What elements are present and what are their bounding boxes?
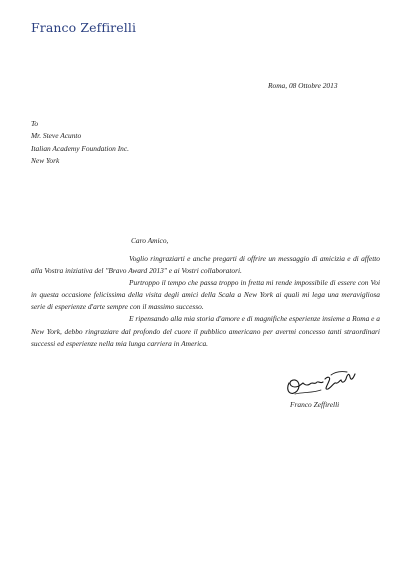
recipient-block <box>31 118 129 168</box>
paragraph-gratitude: E ripensando alla mia storia d'amore e di magnifiche esperienze insieme a Roma e a New York, debbo ringraziare dal profondo del cuore il pubblico americano per avermi concesso tanti straordinari successi ed esperienze nella mia lunga carriera in America. <box>31 314 380 348</box>
paragraph-thanks: Voglio ringraziarti e anche pregarti di offrire un messaggio di amicizia e di affetto alla Vostra iniziativa del "Bravo Award 2013" e ai Vostri collaboratori. <box>31 254 380 276</box>
letterhead-name: Franco Zeffirelli <box>31 20 137 35</box>
recipient-organization: Italian Academy Foundation Inc. <box>31 143 129 153</box>
handwritten-signature <box>283 365 359 399</box>
letter-body <box>31 253 380 350</box>
recipient-to-label: To <box>31 119 39 128</box>
recipient-name: Mr. Steve Acunto <box>31 131 82 141</box>
letter-date: Roma, 08 Ottobre 2013 <box>268 81 338 90</box>
paragraph-regret: Purtroppo il tempo che passa troppo in fretta mi rende impossibile di essere con Voi in questa occasione felicissima della visita degli amici della Scala a New York ai quali mi lega una meravigliosa serie di esperienze d'arte sempre con il massimo successo. <box>31 278 380 312</box>
greeting: Caro Amico, <box>131 236 169 245</box>
signer-name: Franco Zeffirelli <box>290 400 340 409</box>
recipient-city: New York <box>31 156 60 166</box>
